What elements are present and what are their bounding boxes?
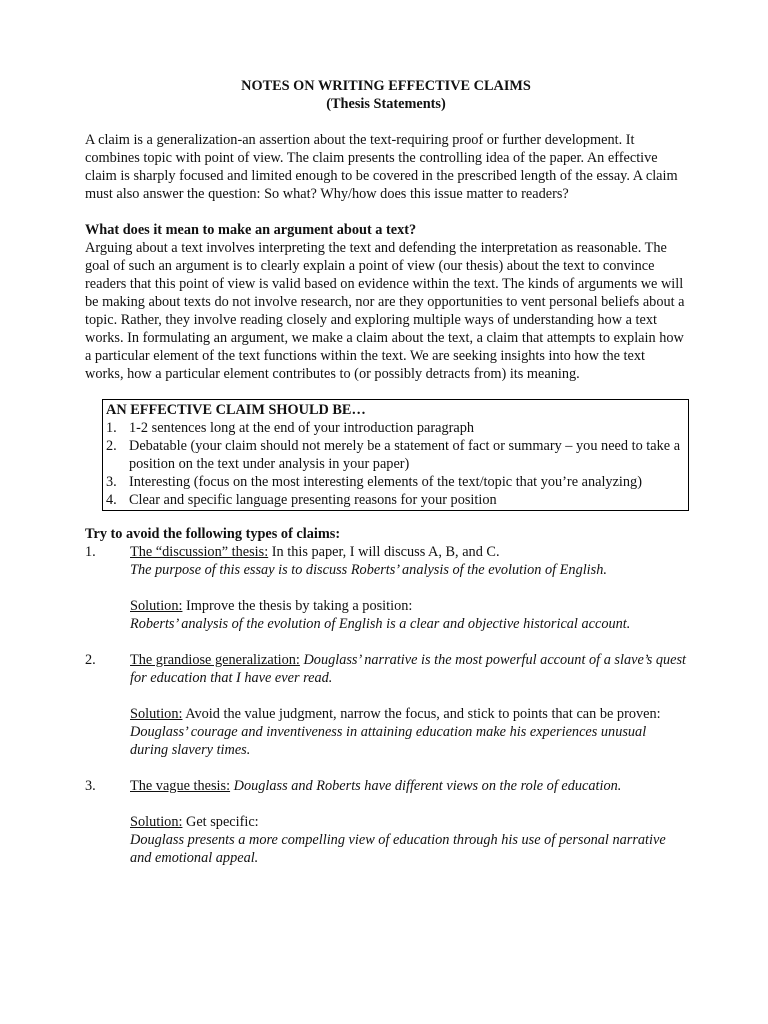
solution-line xyxy=(130,813,687,831)
document-subtitle: (Thesis Statements) xyxy=(326,96,446,112)
effective-claim-list xyxy=(106,419,684,509)
claim-number: 3. xyxy=(85,778,96,794)
list-item-text: 1-2 sentences long at the end of your introduction paragraph xyxy=(129,420,475,436)
solution-line xyxy=(130,597,687,615)
list-number: 3. xyxy=(106,474,117,490)
claim-number: 1. xyxy=(85,544,96,560)
claim-type-line xyxy=(130,651,687,687)
solution-text: Avoid the value judgment, narrow the focus, and stick to points that can be proven: xyxy=(182,706,661,722)
argument-heading: What does it mean to make an argument about a text? xyxy=(85,222,417,238)
effective-claim-item xyxy=(106,419,684,437)
claim-body xyxy=(130,777,687,867)
claim-example: The purpose of this essay is to discuss Roberts’ analysis of the evolution of English. xyxy=(130,562,607,578)
claim-type-text: Douglass’ narrative is the most powerful account of a slave’s quest for education that I have ever read. xyxy=(130,652,687,686)
claim-type-line xyxy=(130,777,687,795)
solution-example: Douglass’ courage and inventiveness in attaining education make his experiences unusual during slavery times. xyxy=(130,724,647,758)
avoid-claim-item xyxy=(85,777,687,867)
list-item-text: Debatable (your claim should not merely be a statement of fact or summary – you need to take a position on the text under analysis in your paper) xyxy=(129,438,681,472)
effective-claim-item xyxy=(106,491,684,509)
solution-example: Douglass presents a more compelling view of education through his use of personal narrative and emotional appeal. xyxy=(130,832,666,866)
avoid-claim-item xyxy=(85,651,687,759)
avoid-heading: Try to avoid the following types of claims: xyxy=(85,526,341,542)
solution-text: Get specific: xyxy=(182,814,259,830)
claim-type-text: Douglass and Roberts have different views on the role of education. xyxy=(230,778,622,794)
solution-label: Solution: xyxy=(130,598,183,614)
argument-paragraph: Arguing about a text involves interpreting the text and defending the interpretation as reasonable. The goal of such an argument is to clearly explain a point of view (our thesis) about the text to convince readers that this point of view is valid based on evidence within the text. The kinds of arguments we will be making about texts do not involve research, nor are they opportunities to vent personal beliefs about a topic. Rather, they involve reading closely and exploring multiple ways of understanding how a text works. In formulating an argument, we make a claim about the text, a claim that attempts to explain how a particular element of the text functions within the text. We are seeking insights into how the text works, how a particular element contributes to (or possibly detracts from) its meaning. xyxy=(85,240,685,382)
list-number: 1. xyxy=(106,420,117,436)
solution-label: Solution: xyxy=(130,814,183,830)
claim-type-label: The grandiose generalization: xyxy=(130,652,300,668)
claim-body xyxy=(130,651,687,759)
solution-example: Roberts’ analysis of the evolution of English is a clear and objective historical account. xyxy=(130,616,631,632)
claim-type-line xyxy=(130,543,687,561)
claim-type-label: The vague thesis: xyxy=(130,778,231,794)
list-number: 2. xyxy=(106,438,117,454)
document-title: NOTES ON WRITING EFFECTIVE CLAIMS xyxy=(241,78,531,94)
claim-type-text: In this paper, I will discuss A, B, and C. xyxy=(268,544,500,560)
list-item-text: Interesting (focus on the most interesting elements of the text/topic that you’re analyzing) xyxy=(129,474,642,490)
effective-claim-item xyxy=(106,437,684,473)
list-number: 4. xyxy=(106,492,117,508)
intro-paragraph: A claim is a generalization-an assertion about the text-requiring proof or further development. It combines topic with point of view. The claim presents the controlling idea of the paper. An effective claim is sharply focused and limited enough to be covered in the prescribed length of the essay. A claim must also answer the question: So what? Why/how does this issue matter to readers? xyxy=(85,132,678,202)
effective-claim-item xyxy=(106,473,684,491)
effective-claim-box-title: AN EFFECTIVE CLAIM SHOULD BE… xyxy=(106,402,366,418)
claim-number: 2. xyxy=(85,652,96,668)
list-item-text: Clear and specific language presenting reasons for your position xyxy=(129,492,497,508)
claim-body xyxy=(130,543,687,633)
claim-type-label: The “discussion” thesis: xyxy=(130,544,269,560)
solution-line xyxy=(130,705,687,723)
document-page xyxy=(85,77,687,867)
solution-text: Improve the thesis by taking a position: xyxy=(182,598,413,614)
solution-label: Solution: xyxy=(130,706,183,722)
effective-claim-box xyxy=(102,399,689,511)
avoid-claim-item xyxy=(85,543,687,633)
